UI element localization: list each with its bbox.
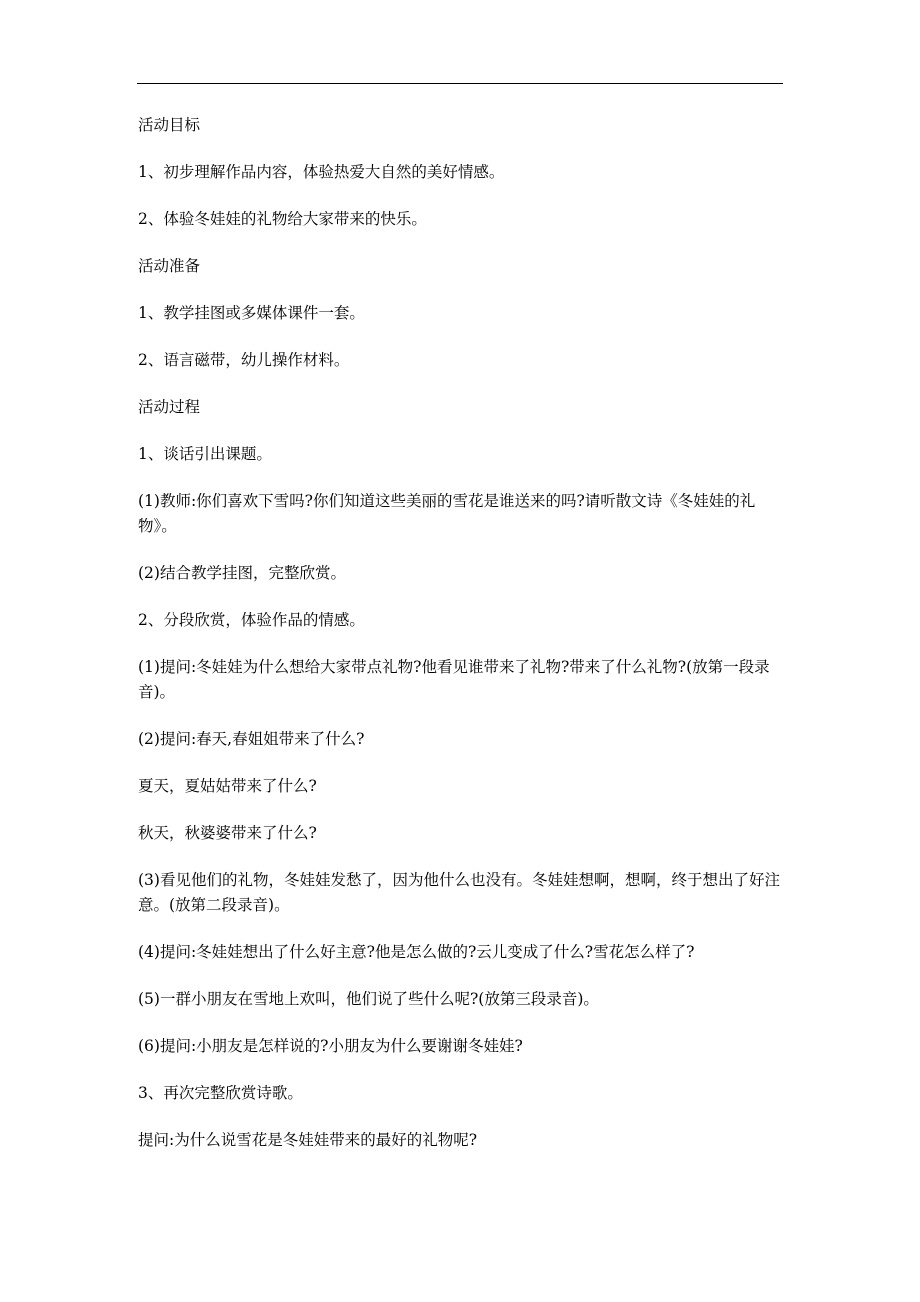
paragraph: (2)提问:春天,春姐姐带来了什么? bbox=[138, 730, 365, 748]
paragraph: 提问:为什么说雪花是冬娃娃带来的最好的礼物呢? bbox=[138, 1131, 478, 1149]
section-heading-preparation: 活动准备 bbox=[138, 257, 201, 275]
paragraph: 夏天，夏姑姑带来了什么? bbox=[138, 777, 317, 795]
paragraph: 2、体验冬娃娃的礼物给大家带来的快乐。 bbox=[138, 210, 427, 228]
paragraph: (2)结合教学挂图，完整欣赏。 bbox=[138, 564, 346, 582]
document-body bbox=[138, 113, 786, 1175]
paragraph: (1)提问:冬娃娃为什么想给大家带点礼物?他看见谁带来了礼物?带来了什么礼物?(放第一段录音)。 bbox=[138, 658, 770, 701]
section-heading-goals: 活动目标 bbox=[138, 116, 201, 134]
paragraph: (5)一群小朋友在雪地上欢叫，他们说了些什么呢?(放第三段录音)。 bbox=[138, 990, 599, 1008]
paragraph: (1)教师:你们喜欢下雪吗?你们知道这些美丽的雪花是谁送来的吗?请听散文诗《冬娃娃的礼物》。 bbox=[138, 492, 756, 535]
paragraph: 3、再次完整欣赏诗歌。 bbox=[138, 1084, 303, 1102]
paragraph: (4)提问:冬娃娃想出了什么好主意?他是怎么做的?云儿变成了什么?雪花怎么样了? bbox=[138, 943, 695, 961]
paragraph: 1、谈话引出课题。 bbox=[138, 445, 272, 463]
paragraph: 2、语言磁带，幼儿操作材料。 bbox=[138, 351, 350, 369]
paragraph: 秋天，秋婆婆带来了什么? bbox=[138, 824, 317, 842]
header-rule bbox=[137, 83, 783, 84]
paragraph: 2、分段欣赏，体验作品的情感。 bbox=[138, 611, 365, 629]
paragraph: 1、初步理解作品内容，体验热爱大自然的美好情感。 bbox=[138, 163, 505, 181]
paragraph: (6)提问:小朋友是怎样说的?小朋友为什么要谢谢冬娃娃? bbox=[138, 1037, 523, 1055]
section-heading-process: 活动过程 bbox=[138, 398, 201, 416]
paragraph: 1、教学挂图或多媒体课件一套。 bbox=[138, 304, 365, 322]
paragraph: (3)看见他们的礼物，冬娃娃发愁了，因为他什么也没有。冬娃娃想啊，想啊，终于想出了好注意。(放第二段录音)。 bbox=[138, 871, 780, 914]
